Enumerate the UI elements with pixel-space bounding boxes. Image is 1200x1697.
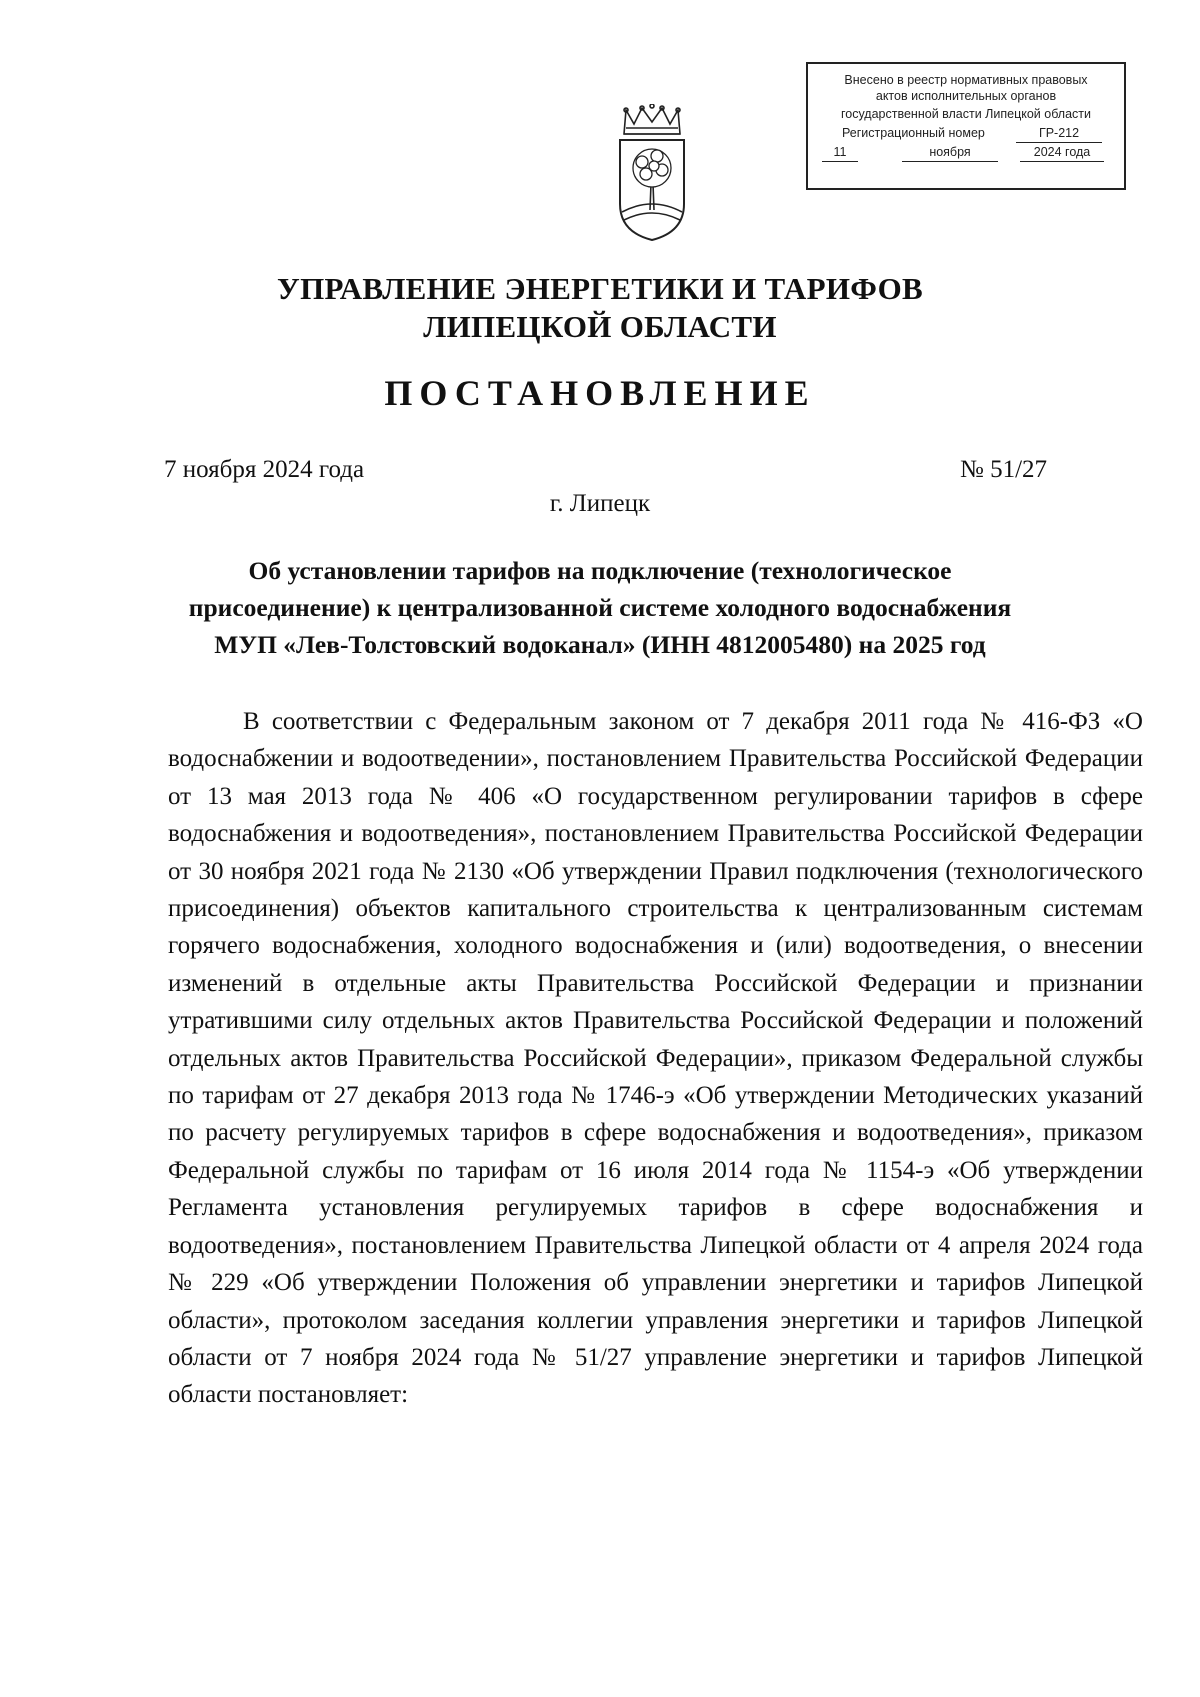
document-type: ПОСТАНОВЛЕНИЕ bbox=[384, 373, 816, 413]
stamp-registration-label: Регистрационный номер bbox=[842, 126, 985, 140]
body-paragraph: В соответствии с Федеральным законом от 7 декабря 2011 года № 416-ФЗ «О водоснабжении и водоотведении», постановлением Правительства Российской Федерации от 13 мая 2013 года № 406 «О государственном регулировании тарифов в сфере водоснабжения и водоотведения», постановлением Правительства Российской Федерации от 30 ноября 2021 года № 2130 «Об утверждении Правил подключения (технологического присоединения) объектов капитального строительства к централизованным системам горячего водоснабжения, холодного водоснабжения и (или) водоотведения, о внесении изменений в отдельные акты Правительства Российской Федерации и признании утратившими силу отдельных актов Правительства Российской Федерации и положений отдельных актов Правительства Российской Федерации», приказом Федеральной службы по тарифам от 27 декабря 2013 года № 1746-э «Об утверждении Методических указаний по расчету регулируемых тарифов в сфере водоснабжения и водоотведения», приказом Федеральной службы по тарифам от 16 июля 2014 года № 1154-э «Об утверждении Регламента установления регулируемых тарифов в сфере водоснабжения и водоотведения», постановлением Правительства Липецкой области от 4 апреля 2024 года № 229 «Об утверждении Положения об управлении энергетики и тарифов Липецкой области», протоколом заседания коллегии управления энергетики и тарифов Липецкой области от 7 ноября 2024 года № 51/27 управление энергетики и тарифов Липецкой области постановляет: bbox=[168, 708, 1143, 1409]
document-city: г. Липецк bbox=[549, 490, 651, 517]
document-title bbox=[0, 552, 1200, 663]
stamp-year: 2024 года bbox=[1020, 144, 1104, 162]
title-line-3: МУП «Лев-Толстовский водоканал» (ИНН 4812005480) на 2025 год bbox=[214, 630, 986, 659]
document-number: № 51/27 bbox=[960, 456, 1048, 483]
lipetsk-coat-of-arms-icon bbox=[612, 104, 692, 244]
registry-stamp bbox=[806, 62, 1126, 190]
document-body bbox=[168, 703, 1143, 1414]
title-line-1: Об установлении тарифов на подключение (технологическое bbox=[248, 556, 952, 585]
organization-line-1: УПРАВЛЕНИЕ ЭНЕРГЕТИКИ И ТАРИФОВ bbox=[277, 271, 923, 306]
stamp-line-2: актов исполнительных органов bbox=[875, 89, 1057, 103]
title-line-2: присоединение) к централизованной системе холодного водоснабжения bbox=[188, 593, 1012, 622]
stamp-line-3: государственной власти Липецкой области bbox=[840, 107, 1092, 121]
stamp-registration-number: ГР-212 bbox=[1016, 125, 1102, 143]
stamp-line-1: Внесено в реестр нормативных правовых bbox=[844, 73, 1088, 87]
stamp-day: 11 bbox=[822, 144, 858, 162]
organization-name bbox=[0, 270, 1200, 346]
organization-line-2: ЛИПЕЦКОЙ ОБЛАСТИ bbox=[423, 309, 777, 344]
document-date: 7 ноября 2024 года bbox=[164, 456, 365, 483]
stamp-month: ноября bbox=[902, 144, 998, 162]
